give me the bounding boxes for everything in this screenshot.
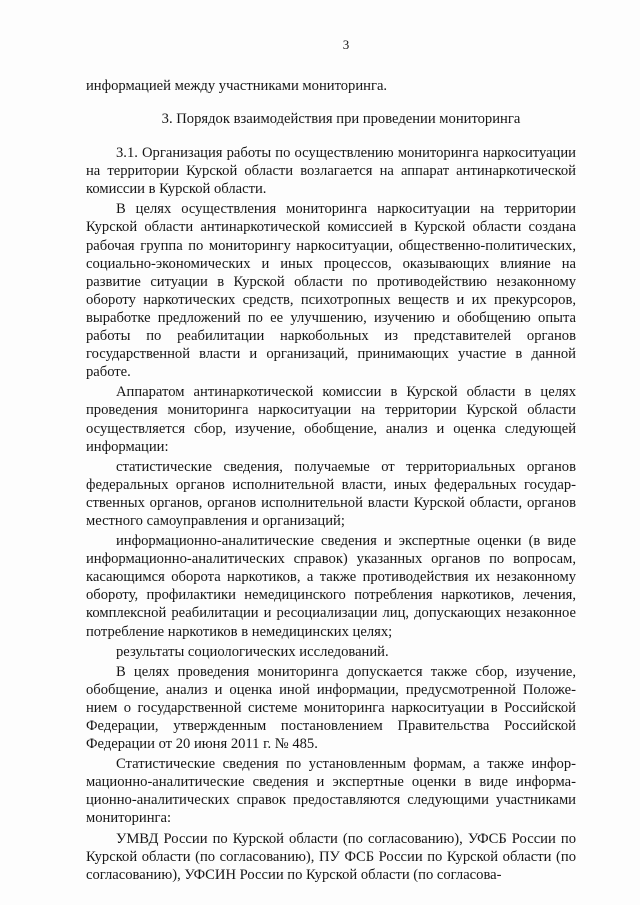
list-item-analytics: информационно-аналитические сведения и экспертные оценки (в виде информационно-аналитических справок) указанных органов по вопросам, касающимся оборота наркотиков, а также противодействия их незаконному обороту, профилактики немедицинского потребления наркотиков, лечения, комплексной реабилитации и ресоциализации лиц, допускающих незаконное потребление наркотиков в немедицинских целях; (86, 533, 576, 640)
paragraph-3-1: 3.1. Организация работы по осуществлению мониторинга наркоситуации на территории Курской области возлагается на аппарат антинаркотической комиссии в Курской области. (86, 145, 576, 198)
section-heading: 3. Порядок взаимодействия при проведении мониторинга (161, 111, 521, 128)
paragraph-participants: УМВД России по Курской области (по согласованию), УФСБ России по Курской области (по согласованию), ПУ ФСБ России по Курской области (по согласованию), УФСИН России по Курской области (по согласова- (86, 830, 576, 883)
paragraph-statistics-forms: Статистические сведения по установленным формам, а также информационно-аналитические сведения и экспертные оценки в виде информационно-аналитических справок предоставляются следующими участниками мониторинга: (86, 756, 576, 827)
paragraph-apparatus: Аппаратом антинаркотической комиссии в Курской области в целях проведения мониторинга наркоситуации на территории Курской области осуществляется сбор, изучение, обобщение, анализ и оценка следующей информации: (86, 384, 576, 455)
list-item-sociology: результаты социологических исследований. (116, 643, 389, 660)
list-item-statistics: статистические сведения, получаемые от территориальных органов федеральных органов исполнительной власти, иных федеральных государственных органов, органов исполнительной власти Курской области, органов местного самоуправления и организаций; (86, 458, 576, 529)
paragraph-working-group: В целях осуществления мониторинга наркоситуации на территории Курской области антинаркотической комиссией в Курской области создана рабочая группа по мониторингу наркоситуации, общественно-политических, социально-экономических и иных процессов, оказывающих влияние на развитие ситуации в Курской области по противодействию незаконному обороту наркотических средств, психотропных веществ и их прекурсоров, выработке предложений по ее улучшению, изучению и обобщению опыта работы по реабилитации наркобольных из представителей органов государственной власти и организаций, принимающих участие в данной работе. (86, 201, 576, 381)
paragraph-other-info: В целях проведения мониторинга допускается также сбор, изучение, обобщение, анализ и оценка иной информации, предусмотренной Положением о государственной системе мониторинга наркоситуации в Российской Федерации, утвержденным постановлением Правительства Российской Федерации от 20 июня 2011 г. № 485. (86, 663, 576, 753)
page-number: 3 (342, 37, 350, 52)
paragraph-continuation: информацией между участниками мониторинга. (86, 78, 388, 94)
